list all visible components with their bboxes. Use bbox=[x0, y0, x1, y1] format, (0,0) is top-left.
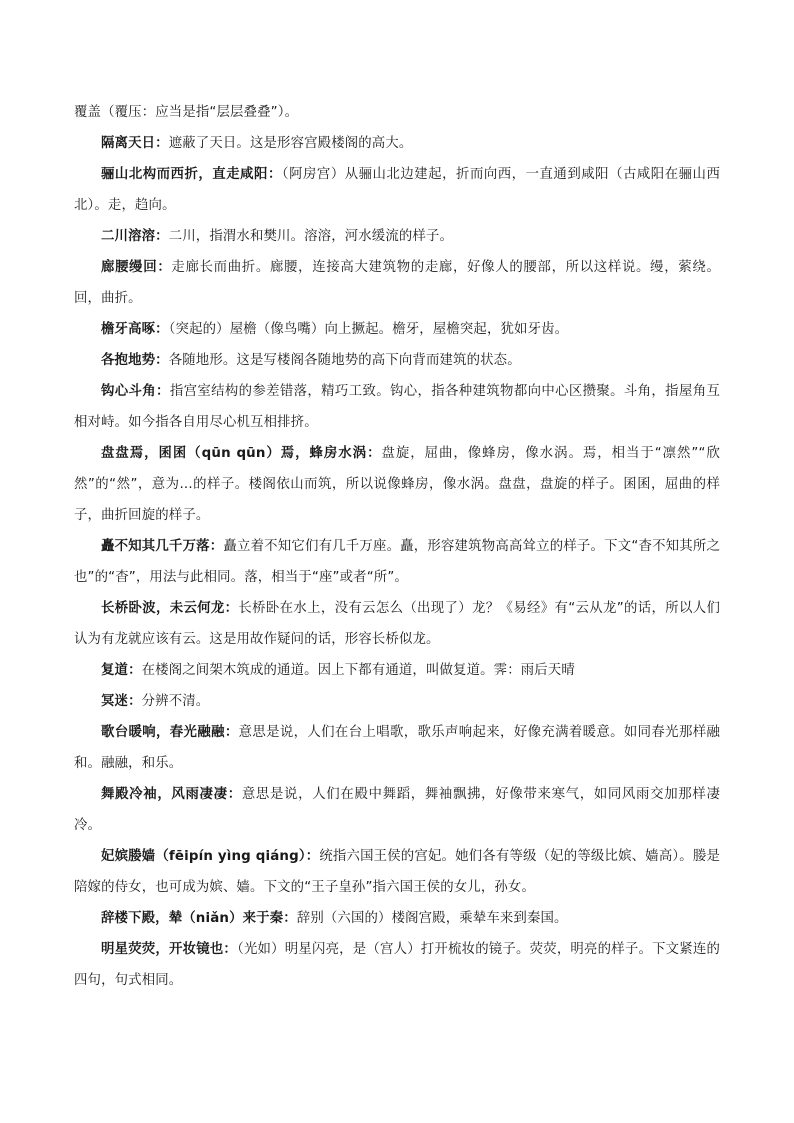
annotation-paragraph bbox=[74, 655, 720, 686]
annotation-paragraph bbox=[74, 376, 720, 438]
annotation-term: 妃嫔媵嫱（fēipín yìng qiáng）： bbox=[101, 849, 320, 864]
annotation-text: 矗立着不知它们有几千万座。矗，形容建筑物高高耸立的样子。下文“杳不知其所之也”的“杳”，用法与此相同。落，相当于“座”或者“所”。 bbox=[74, 539, 720, 585]
annotation-term: 长桥卧波，未云何龙： bbox=[101, 601, 239, 616]
annotation-term: 各抱地势： bbox=[101, 353, 169, 368]
annotation-text: （突起的）屋檐（像鸟嘴）向上撅起。檐牙，屋檐突起，犹如牙齿。 bbox=[168, 322, 569, 337]
annotation-paragraph bbox=[74, 903, 720, 934]
annotation-term: 廊腰缦回： bbox=[101, 260, 172, 275]
annotation-paragraph bbox=[74, 159, 720, 221]
annotation-term: 盘盘焉，囷囷（qūn qūn）焉，蜂房水涡： bbox=[101, 446, 382, 461]
annotation-text: 意思是说，人们在台上唱歌，歌乐声响起来，好像充满着暖意。如同春光那样融和。融融，和乐。 bbox=[74, 725, 721, 771]
annotation-paragraph bbox=[74, 97, 720, 128]
annotation-term: 二川溶溶： bbox=[101, 229, 169, 244]
annotation-text: 遮蔽了天日。这是形容宫殿楼阁的高大。 bbox=[168, 136, 413, 151]
annotation-text: 在楼阁之间架木筑成的通道。因上下都有通道，叫做复道。霁：雨后天晴 bbox=[141, 663, 575, 678]
annotation-paragraph bbox=[74, 221, 720, 252]
annotation-term: 复道： bbox=[101, 663, 142, 678]
annotation-paragraph bbox=[74, 345, 720, 376]
annotation-term: 钩心斗角： bbox=[101, 384, 170, 399]
annotation-text: 意思是说，人们在殿中舞蹈，舞袖飘拂，好像带来寒气，如同风雨交加那样凄冷。 bbox=[74, 787, 720, 833]
annotation-text: 辞别（六国的）楼阁宫殿，乘辇车来到秦国。 bbox=[296, 911, 568, 926]
annotation-text: （光如）明星闪亮，是（宫人）打开梳妆的镜子。荧荧，明亮的样子。下文紧连的四句，句式相同。 bbox=[74, 942, 721, 988]
annotation-paragraph bbox=[74, 314, 720, 345]
annotation-text: 盘旋，屈曲，像蜂房，像水涡。焉，相当于“凛然”“欣然”的“然”，意为...的样子。楼阁依山而筑，所以说像蜂房，像水涡。盘盘，盘旋的样子。囷囷，屈曲的样子，曲折回旋的样子。 bbox=[74, 446, 720, 523]
annotation-text: 统指六国王侯的宫妃。她们各有等级（妃的等级比嫔、嫱高）。媵是陪嫁的侍女，也可成为嫔、嫱。下文的“王子皇孙”指六国王侯的女儿，孙女。 bbox=[74, 849, 720, 895]
annotation-text: 指宫室结构的参差错落，精巧工致。钩心，指各种建筑物都向中心区攒聚。斗角，指屋角互相对峙。如今指各自用尽心机互相排挤。 bbox=[74, 384, 721, 430]
annotation-term: 骊山北构而西折，直走咸阳： bbox=[101, 167, 282, 182]
annotation-text: 分辨不清。 bbox=[141, 694, 210, 709]
annotation-paragraph bbox=[74, 252, 720, 314]
annotation-paragraph bbox=[74, 128, 720, 159]
annotation-paragraph bbox=[74, 934, 720, 996]
annotation-paragraph bbox=[74, 779, 720, 841]
annotation-paragraph bbox=[74, 717, 720, 779]
annotation-term: 辞楼下殿，辇（niǎn）来于秦： bbox=[101, 911, 297, 926]
annotation-term: 歌台暖响，春光融融： bbox=[101, 725, 239, 740]
annotation-term: 舞殿冷袖，风雨凄凄： bbox=[101, 787, 242, 802]
annotation-paragraph bbox=[74, 841, 720, 903]
annotation-term: 矗不知其几千万落： bbox=[101, 539, 224, 554]
annotation-term: 冥迷： bbox=[101, 694, 142, 709]
annotation-term: 隔离天日： bbox=[101, 136, 169, 151]
annotation-paragraph bbox=[74, 686, 720, 717]
annotation-text: 覆盖（覆压：应当是指“层层叠叠”）。 bbox=[74, 105, 299, 120]
annotation-paragraph bbox=[74, 531, 720, 593]
annotation-text: （阿房宫）从骊山北边建起，折而向西，一直通到咸阳（古咸阳在骊山西北）。走，趋向。 bbox=[74, 167, 720, 213]
annotation-text: 二川，指渭水和樊川。溶溶，河水缓流的样子。 bbox=[168, 229, 454, 244]
annotation-body bbox=[74, 97, 720, 996]
annotation-term: 檐牙高啄： bbox=[101, 322, 169, 337]
annotation-paragraph bbox=[74, 593, 720, 655]
annotation-text: 长桥卧在水上，没有云怎么（出现了）龙？《易经》有“云从龙”的话，所以人们认为有龙就应该有云。这是用故作疑问的话，形容长桥似龙。 bbox=[74, 601, 720, 647]
annotation-text: 各随地形。这是写楼阁各随地势的高下向背而建筑的状态。 bbox=[168, 353, 521, 368]
annotation-paragraph bbox=[74, 438, 720, 531]
annotation-term: 明星荧荧，开妆镜也： bbox=[101, 942, 238, 957]
annotation-text: 走廊长而曲折。廊腰，连接高大建筑物的走廊，好像人的腰部，所以这样说。缦，萦绕。回，曲折。 bbox=[74, 260, 720, 306]
